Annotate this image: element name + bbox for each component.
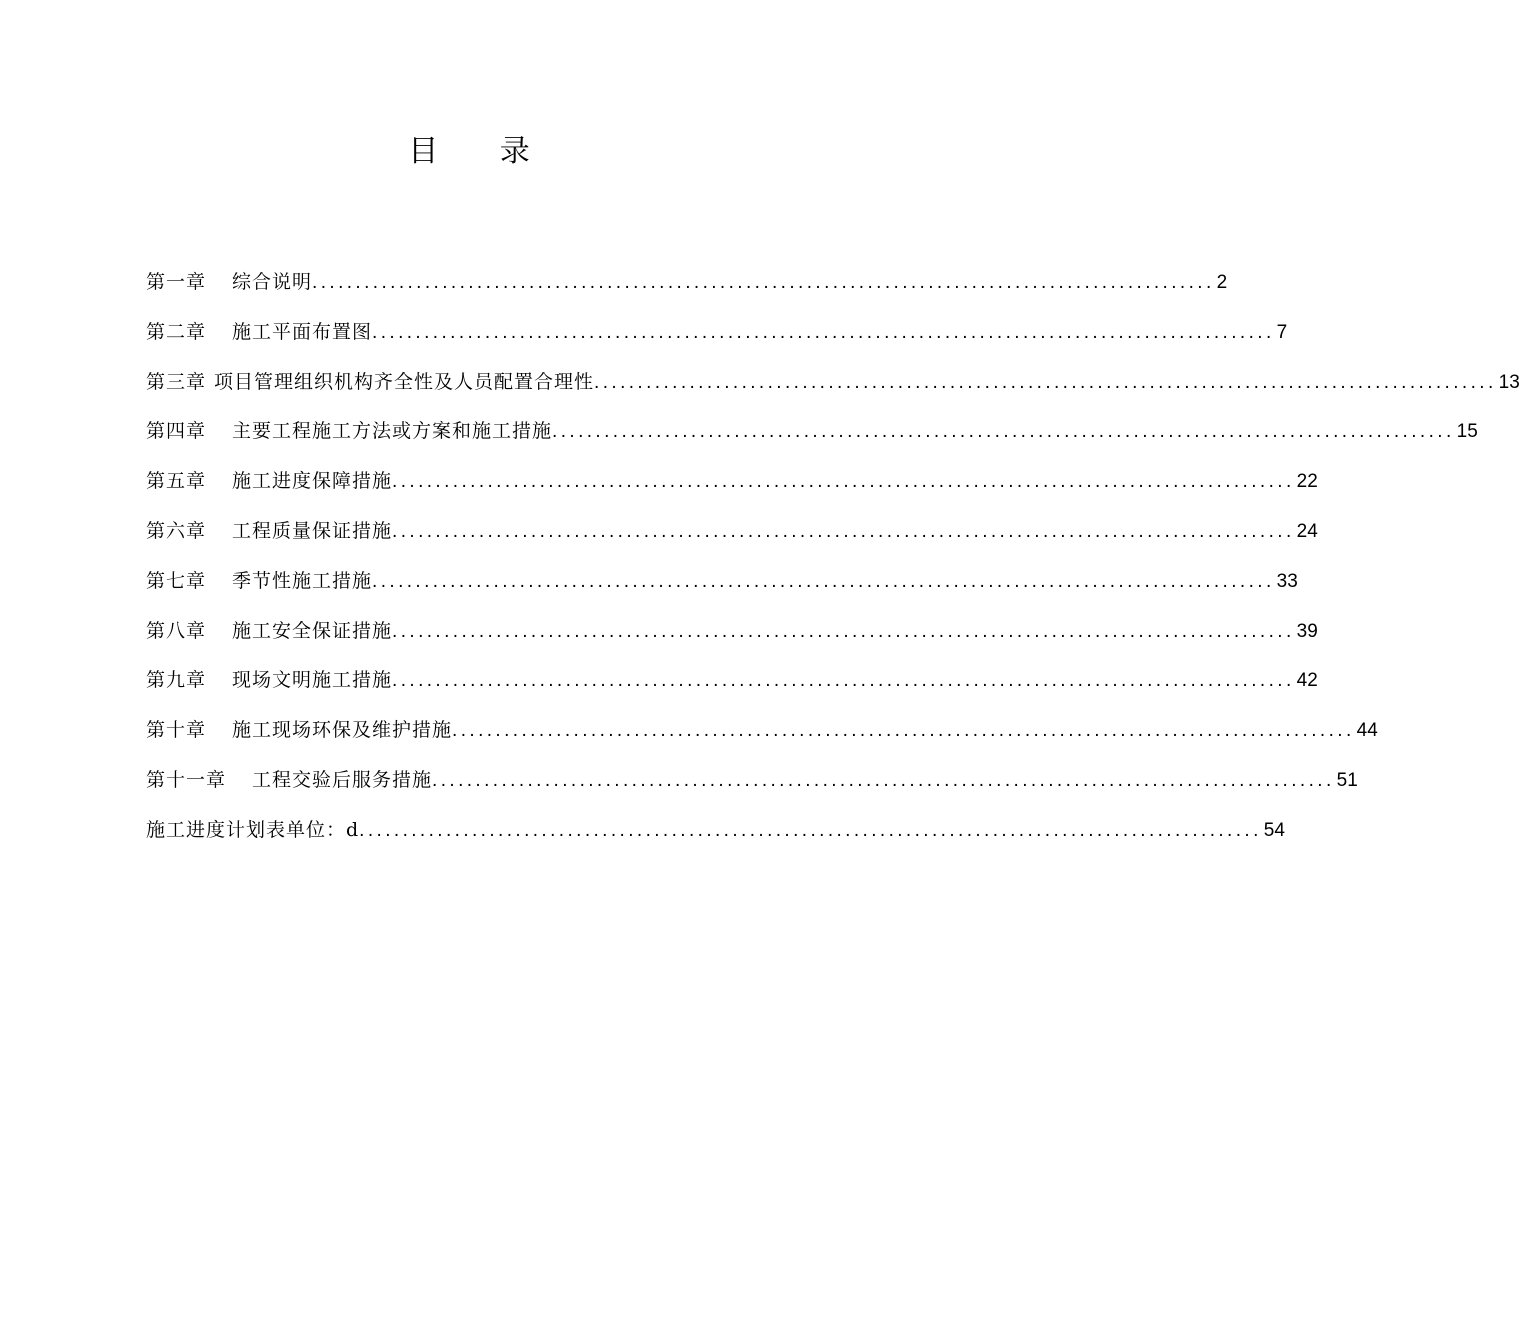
toc-dot-leader: ........................................................................................................ [359, 819, 1262, 841]
toc-page-number: 22 [1296, 471, 1318, 493]
toc-dot-leader: ........................................................................................................ [392, 520, 1295, 542]
toc-entry-title: 季节性施工措施 [232, 569, 373, 592]
toc-chapter-number: 第十一章 [146, 768, 227, 791]
toc-chapter-number: 第六章 [146, 519, 207, 542]
toc-entry [146, 411, 1478, 461]
toc-entry-title: 项目管理组织机构齐全性及人员配置合理性 [214, 370, 595, 393]
toc-chapter-number: 第一章 [146, 271, 207, 293]
toc-entry-title: 综合说明 [232, 271, 313, 293]
toc-dot-leader: ........................................................................................................ [392, 670, 1295, 692]
toc-dot-leader: ........................................................................................................ [372, 570, 1275, 592]
toc-entry [146, 511, 1318, 561]
toc-entry-title: 工程交验后服务措施 [252, 768, 433, 791]
toc-chapter-number: 第八章 [146, 619, 207, 642]
toc-page-number: 51 [1336, 769, 1358, 791]
toc-entry [146, 660, 1318, 710]
toc-chapter-number: 第二章 [146, 320, 207, 343]
toc-entry [146, 362, 1520, 412]
page-title: 目 录 [408, 134, 556, 169]
toc-entry-title: 施工进度计划表单位：d [146, 818, 360, 841]
toc-page-number: 42 [1296, 670, 1318, 692]
toc-entry-title: 施工平面布置图 [232, 320, 373, 343]
toc-dot-leader: ........................................................................................................ [312, 272, 1215, 293]
toc-entry [146, 810, 1285, 860]
toc-entry-title: 施工安全保证措施 [232, 619, 393, 642]
toc-dot-leader: ........................................................................................................ [594, 371, 1497, 393]
toc-chapter-number: 第四章 [146, 420, 207, 443]
toc-page-number: 15 [1456, 421, 1478, 443]
toc-chapter-number: 第九章 [146, 669, 207, 692]
table-of-contents [146, 262, 1520, 860]
toc-page-number: 7 [1276, 321, 1288, 343]
toc-dot-leader: ........................................................................................................ [552, 421, 1455, 443]
toc-entry [146, 710, 1378, 760]
toc-entry [146, 611, 1318, 661]
toc-chapter-number: 第十章 [146, 719, 207, 742]
toc-dot-leader: ........................................................................................................ [452, 720, 1355, 742]
toc-entry-title: 施工现场环保及维护措施 [232, 719, 453, 742]
toc-dot-leader: ........................................................................................................ [432, 769, 1335, 791]
toc-page-number: 44 [1356, 720, 1378, 742]
toc-entry [146, 561, 1298, 611]
toc-entry-title: 现场文明施工措施 [232, 669, 393, 692]
toc-dot-leader: ........................................................................................................ [372, 321, 1275, 343]
toc-page-number: 13 [1498, 371, 1520, 393]
toc-page-number: 33 [1276, 570, 1298, 592]
toc-page-number: 39 [1296, 620, 1318, 642]
toc-chapter-number: 第五章 [146, 470, 207, 493]
toc-page-number: 24 [1296, 520, 1318, 542]
toc-chapter-number: 第三章 [146, 370, 207, 393]
toc-page-number: 54 [1263, 819, 1285, 841]
toc-entry-title: 工程质量保证措施 [232, 519, 393, 542]
toc-page-number: 2 [1216, 272, 1228, 293]
toc-entry [146, 461, 1318, 511]
toc-dot-leader: ........................................................................................................ [392, 620, 1295, 642]
toc-entry [146, 262, 1228, 312]
toc-entry [146, 312, 1288, 362]
toc-entry [146, 760, 1358, 810]
toc-entry-title: 主要工程施工方法或方案和施工措施 [232, 420, 553, 443]
toc-dot-leader: ........................................................................................................ [392, 471, 1295, 493]
toc-entry-title: 施工进度保障措施 [232, 470, 393, 493]
toc-chapter-number: 第七章 [146, 569, 207, 592]
